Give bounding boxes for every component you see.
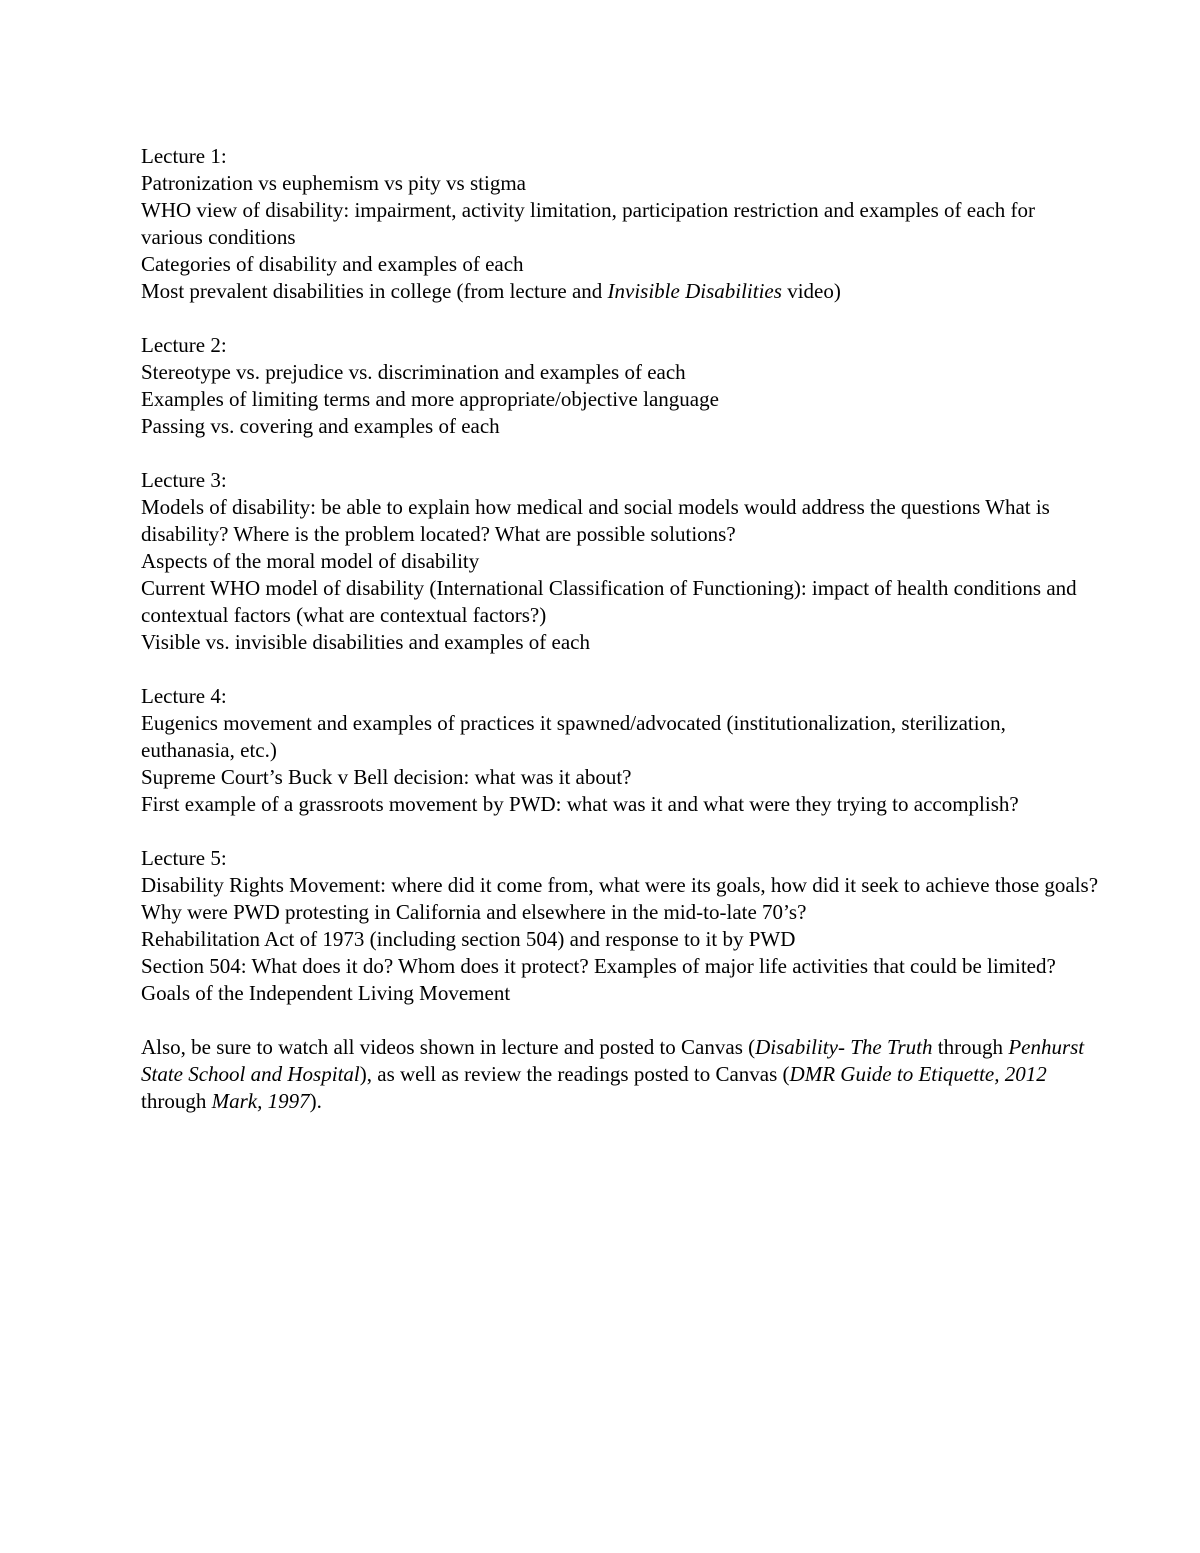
lecture-2-item: Stereotype vs. prejudice vs. discrimination and examples of each <box>141 360 686 384</box>
lecture-5-item: Goals of the Independent Living Movement <box>141 981 511 1005</box>
lecture-3-item: Current WHO model of disability (International Classification of Functioning): impact of health conditions and contextual factors (what are contextual factors?) <box>141 576 1077 627</box>
lecture-2-heading: Lecture 2: <box>141 333 227 357</box>
lecture-1-item <box>141 278 1101 305</box>
closing-text: through <box>932 1035 1009 1059</box>
lecture-2-item: Passing vs. covering and examples of each <box>141 414 500 438</box>
lecture-3-item: Models of disability: be able to explain how medical and social models would address the questions What is disability? Where is the problem located? What are possible solutions? <box>141 495 1050 546</box>
lecture-4-item: Eugenics movement and examples of practices it spawned/advocated (institutionalization, sterilization, euthanasia, etc.) <box>141 711 1006 762</box>
closing-text: Also, be sure to watch all videos shown in lecture and posted to Canvas ( <box>141 1035 756 1059</box>
lecture-5-item: Rehabilitation Act of 1973 (including section 504) and response to it by PWD <box>141 927 796 951</box>
lecture-1-heading: Lecture 1: <box>141 144 227 168</box>
lecture-5-heading: Lecture 5: <box>141 846 227 870</box>
lecture-1-section <box>141 143 1101 305</box>
lecture-1-item: Patronization vs euphemism vs pity vs stigma <box>141 171 526 195</box>
closing-text: through <box>141 1089 212 1113</box>
lecture-5-item: Why were PWD protesting in California and elsewhere in the mid-to-late 70’s? <box>141 900 807 924</box>
lecture-3-item: Visible vs. invisible disabilities and examples of each <box>141 630 590 654</box>
video-title: Invisible Disabilities <box>607 279 782 303</box>
video-title: Penhurst State School and Hospital <box>141 1035 1085 1086</box>
reading-title: Mark, 1997 <box>211 1089 310 1113</box>
lecture-1-item: WHO view of disability: impairment, activity limitation, participation restriction and examples of each for various conditions <box>141 198 1035 249</box>
lecture-1-item-text: Most prevalent disabilities in college (from lecture and <box>141 279 608 303</box>
lecture-1-item-text: video) <box>781 279 841 303</box>
lecture-5-item: Section 504: What does it do? Whom does it protect? Examples of major life activities that could be limited? <box>141 954 1056 978</box>
lecture-4-item: Supreme Court’s Buck v Bell decision: what was it about? <box>141 765 632 789</box>
lecture-4-item: First example of a grassroots movement by PWD: what was it and what were they trying to accomplish? <box>141 792 1019 816</box>
reading-title: DMR Guide to Etiquette, 2012 <box>789 1062 1047 1086</box>
lecture-2-item: Examples of limiting terms and more appropriate/objective language <box>141 387 719 411</box>
closing-text: ). <box>309 1089 322 1113</box>
lecture-4-heading: Lecture 4: <box>141 684 227 708</box>
lecture-3-heading: Lecture 3: <box>141 468 227 492</box>
closing-paragraph <box>141 1034 1101 1115</box>
lecture-2-section <box>141 332 1101 440</box>
closing-text: ), as well as review the readings posted to Canvas ( <box>359 1062 790 1086</box>
lecture-4-section <box>141 683 1101 818</box>
video-title: Disability- The Truth <box>755 1035 933 1059</box>
document-page <box>141 143 1101 1115</box>
lecture-5-item: Disability Rights Movement: where did it come from, what were its goals, how did it seek to achieve those goals? <box>141 873 1099 897</box>
lecture-5-section <box>141 845 1101 1007</box>
lecture-3-section <box>141 467 1101 656</box>
lecture-3-item: Aspects of the moral model of disability <box>141 549 480 573</box>
lecture-1-item: Categories of disability and examples of each <box>141 252 524 276</box>
